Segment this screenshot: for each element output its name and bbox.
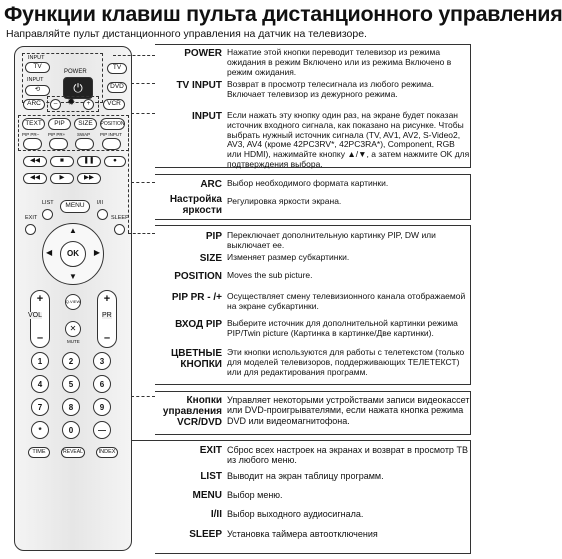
remote-sleep-label: SLEEP <box>111 215 129 221</box>
remote-vol-rocker[interactable] <box>30 290 50 348</box>
remote-vcr-button[interactable] <box>103 99 125 110</box>
remote-reveal-button[interactable] <box>61 447 85 458</box>
remote-i-ii-label: I/II <box>97 200 104 206</box>
arrow-right-icon: ▶ <box>93 248 100 257</box>
color-button-red[interactable] <box>23 138 42 150</box>
remote-power-label: POWER <box>64 69 87 75</box>
section-exit <box>155 440 471 554</box>
connector-arc <box>131 182 155 183</box>
mute-icon: ✕ <box>69 324 77 333</box>
key-size: SIZE <box>199 253 222 264</box>
remote-exit-label: EXIT <box>25 215 38 221</box>
vcr-stop-button[interactable]: ■ <box>50 156 74 167</box>
color-button-yellow[interactable] <box>75 138 94 150</box>
remote-control <box>14 46 132 551</box>
remote-input-button[interactable] <box>25 85 50 96</box>
connector-power <box>113 55 155 56</box>
arrow-left-icon: ◀ <box>46 248 53 257</box>
remote-swap-label: SWAP <box>77 132 91 137</box>
remote-vol-label: VOL <box>28 312 43 319</box>
remote-ok-button-label: OK <box>67 249 79 258</box>
key-list: LIST <box>200 471 222 482</box>
row-list <box>155 471 471 482</box>
remote-size-button[interactable] <box>74 118 97 130</box>
numpad-button[interactable]: 7 <box>31 398 49 416</box>
key-vcr: Кнопки управления VCR/DVD <box>162 395 222 428</box>
vcr-record-button[interactable]: ● <box>104 156 126 167</box>
numpad-button[interactable]: 1 <box>31 352 49 370</box>
remote-list-label: LIST <box>42 200 54 206</box>
numpad-button[interactable]: 9 <box>93 398 111 416</box>
connector-pip <box>128 233 155 234</box>
vcr-forward-button[interactable]: ▶▶ <box>77 173 101 184</box>
remote-qview-label: Q.VIEW <box>65 299 81 304</box>
remote-position-button[interactable] <box>100 118 125 130</box>
numpad-button[interactable]: 6 <box>93 375 111 393</box>
numpad-button[interactable]: 0 <box>62 421 80 439</box>
color-button-blue[interactable] <box>102 138 121 150</box>
desc-i-ii: Выбор выходного аудиосигнала. <box>227 509 364 519</box>
remote-menu-button-label: MENU <box>65 202 85 210</box>
key-arc: ARC <box>200 179 222 190</box>
power-icon: ⏻ <box>73 81 83 95</box>
vcr-pause-button[interactable]: ❚❚ <box>77 156 101 167</box>
desc-list: Выводит на экран таблицу программ. <box>227 471 384 481</box>
row-size <box>155 253 471 264</box>
row-pip-pr <box>155 292 471 312</box>
vcr-rewind-button[interactable]: ◀◀ <box>23 156 47 167</box>
key-i-ii: I/II <box>210 509 222 520</box>
remote-size-button-label: SIZE <box>78 119 93 127</box>
brightness-plus-button[interactable] <box>83 99 94 110</box>
key-menu: MENU <box>192 490 222 501</box>
remote-sleep-button[interactable] <box>114 224 125 235</box>
remote-text-button-label: TEXT <box>25 119 42 127</box>
desc-arc: Выбор необходимого формата картинки. <box>227 178 389 188</box>
key-position: POSITION <box>174 271 222 282</box>
color-button-green[interactable] <box>49 138 68 150</box>
remote-mute-label: MUTE <box>67 339 80 344</box>
arrow-down-icon: ▼ <box>69 272 77 281</box>
row-position <box>155 271 471 282</box>
remote-pip-button-label: PIP <box>54 119 65 127</box>
remote-tv-input-button-label: TV <box>33 63 42 71</box>
page-title: Функции клавиш пульта дистанционного управления <box>4 2 562 26</box>
connector-exit <box>131 440 155 441</box>
desc-pip-pr: Осуществляет смену телевизионного канала отображаемой на экране субкартинки. <box>227 291 466 311</box>
numpad-button[interactable]: * <box>31 421 49 439</box>
remote-pr-label: PR <box>102 312 112 319</box>
brightness-minus-button[interactable] <box>50 99 61 110</box>
desc-tv-input: Возврат в просмотр телесигнала из любого режима. Включает телевизор из дежурного режима. <box>227 79 434 99</box>
desc-size: Изменяет размер субкартинки. <box>227 252 350 262</box>
key-input: INPUT <box>192 111 222 122</box>
remote-qview-button[interactable] <box>65 294 81 310</box>
remote-pip-pr-minus-label: PIP PR– <box>22 132 40 137</box>
numpad-button[interactable]: 5 <box>62 375 80 393</box>
section-arc <box>155 174 471 220</box>
remote-dvd-button[interactable] <box>107 82 127 93</box>
remote-tv-button-label: TV <box>112 64 122 72</box>
vcr-play-button[interactable]: ▶ <box>50 173 74 184</box>
row-exit <box>155 445 471 466</box>
input-arrow-icon: ⟲ <box>34 86 41 94</box>
remote-pip-pr-plus-label: PIP PR+ <box>48 132 66 137</box>
remote-list-button[interactable] <box>42 209 53 220</box>
desc-brightness: Регулировка яркости экрана. <box>227 196 342 206</box>
pr-plus-icon: + <box>103 293 111 305</box>
remote-arc-button[interactable] <box>23 99 45 110</box>
remote-pip-input-label: PIP INPUT <box>100 132 122 137</box>
desc-input: Если нажать эту кнопку один раз, на экране будет показан источник входного сигнала, как показано на рисунке. Чтобы выбрать нужный источник сигнала (TV, AV1, AV2, S-Video2, AV3, AV4 (кроме 42PC3RV*, 42PC3RA*), Component, RGB или HDMI), нажимайте кнопку ▲/▼, а затем нажмите OK для подтверждения выбора. <box>227 110 470 169</box>
desc-position: Moves the sub picture. <box>227 270 313 280</box>
key-color-buttons: ЦВЕТНЫЕ КНОПКИ <box>171 348 222 370</box>
remote-arc-button-label: ARC <box>27 100 41 108</box>
desc-pip: Переключает дополнительную картинку PIP, DW или выключает ее. <box>227 230 436 250</box>
connector-pip-vertical <box>128 128 129 233</box>
row-arc <box>155 179 471 190</box>
key-tv-input: TV INPUT <box>176 80 222 91</box>
remote-mute-button[interactable] <box>65 321 81 337</box>
plus-icon: + <box>86 100 91 108</box>
arrow-up-icon: ▲ <box>69 226 77 235</box>
remote-menu-button[interactable] <box>60 200 90 213</box>
remote-ok-button[interactable] <box>60 241 86 267</box>
remote-time-button-label: TIME <box>32 448 46 455</box>
row-i-ii <box>155 509 471 520</box>
minus-icon: – <box>53 100 58 108</box>
remote-input-label: INPUT <box>27 77 44 83</box>
numpad-button[interactable]: 2 <box>62 352 80 370</box>
row-pip-input <box>155 319 471 339</box>
row-color-buttons <box>155 348 471 377</box>
desc-sleep: Установка таймера автоотключения <box>227 529 378 539</box>
key-pip-input: ВХОД PIP <box>175 319 222 330</box>
vcr-prev-button[interactable]: ◀◀ <box>23 173 47 184</box>
key-power: POWER <box>184 48 222 59</box>
section-power <box>155 44 471 168</box>
remote-i-ii-button[interactable] <box>97 209 108 220</box>
desc-exit: Сброс всех настроек на экранах и возврат в просмотр ТВ из любого меню. <box>227 445 468 466</box>
connector-input <box>131 113 155 114</box>
key-brightness: Настройка яркости <box>169 194 222 216</box>
section-pip <box>155 225 471 385</box>
row-pip <box>155 231 471 251</box>
remote-tv-input-button[interactable] <box>25 62 50 73</box>
connector-vcr <box>131 396 155 397</box>
vol-minus-icon: – <box>36 332 44 344</box>
pr-minus-icon: – <box>103 332 111 344</box>
row-input <box>155 111 471 170</box>
desc-color-buttons: Эти кнопки используются для работы с телетекстом (только для моделей телевизоров, поддерживающих ТЕЛЕТЕКСТ) или для редактирования программ. <box>227 347 465 377</box>
row-menu <box>155 490 471 501</box>
remote-pip-button[interactable] <box>48 118 71 130</box>
desc-menu: Выбор меню. <box>227 490 283 500</box>
row-sleep <box>155 529 471 540</box>
connector-tv-input <box>131 83 155 84</box>
key-exit: EXIT <box>199 445 222 456</box>
remote-index-button-label: INDEX <box>98 448 116 455</box>
vol-plus-icon: + <box>36 293 44 305</box>
desc-power: Нажатие этой кнопки переводит телевизор из режима ожидания в режим Включено или из режима Включено в режим ожидания. <box>227 47 452 77</box>
numpad-button[interactable]: 3 <box>93 352 111 370</box>
remote-exit-button[interactable] <box>25 224 36 235</box>
row-power <box>155 48 471 77</box>
remote-reveal-button-label: REVEAL <box>63 449 83 455</box>
row-brightness <box>155 194 471 216</box>
remote-input-top-label: INPUT <box>28 55 45 61</box>
key-sleep: SLEEP <box>189 529 222 540</box>
numpad-button[interactable]: — <box>93 421 111 439</box>
remote-tv-button[interactable] <box>107 63 127 74</box>
remote-dvd-button-label: DVD <box>110 83 124 91</box>
remote-pr-rocker[interactable] <box>97 290 117 348</box>
remote-text-button[interactable] <box>22 118 45 130</box>
desc-vcr: Управляет некоторыми устройствами записи видеокассет или DVD-проигрывателями, если нажата кнопка режима DVD или видеомагнитофона. <box>227 395 470 426</box>
key-pip: PIP <box>205 231 222 242</box>
desc-pip-input: Выберите источник для дополнительной картинки режима PIP/Twin picture (Картинка в картинке/Две картинки). <box>227 318 458 338</box>
key-pip-pr: PIP PR - /+ <box>171 292 222 303</box>
remote-position-button-label: POSITION <box>100 120 125 127</box>
remote-time-button[interactable] <box>28 447 50 458</box>
sun-icon: ✹ <box>67 97 76 108</box>
numpad-button[interactable]: 4 <box>31 375 49 393</box>
row-tv-input <box>155 80 471 100</box>
remote-vcr-button-label: VCR <box>107 100 121 108</box>
numpad-button[interactable]: 8 <box>62 398 80 416</box>
page-subtitle: Направляйте пульт дистанционного управления на датчик на телевизоре. <box>6 28 367 40</box>
row-vcr <box>155 395 471 428</box>
remote-index-button[interactable] <box>96 447 118 458</box>
section-vcr <box>155 391 471 435</box>
